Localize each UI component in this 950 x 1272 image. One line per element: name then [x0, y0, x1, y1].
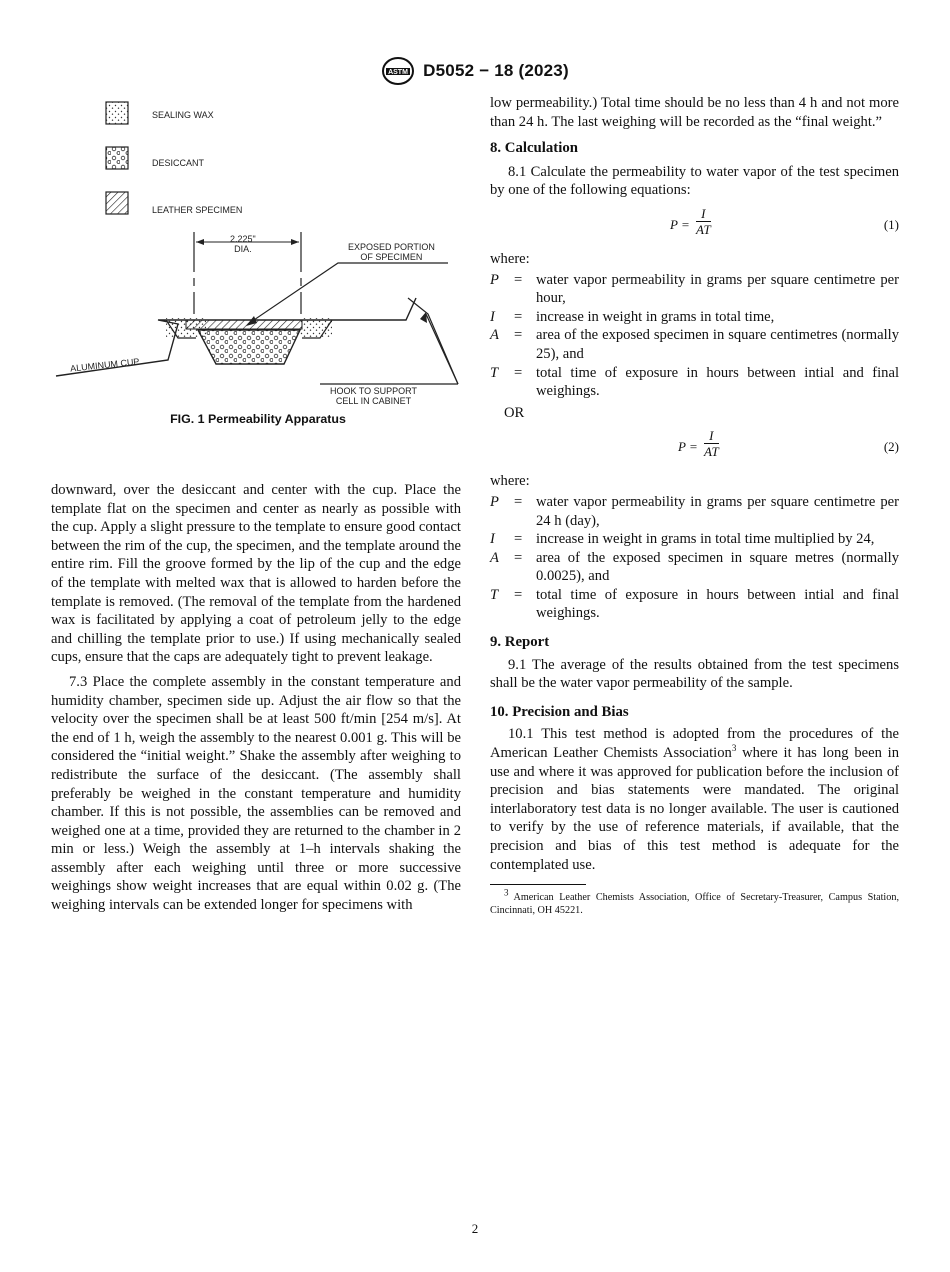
paragraph-9-1: 9.1 The average of the results obtained from the test specimens shall be the water vapor permeability of the sample. [490, 656, 899, 692]
definitions-2 [490, 493, 899, 623]
legend-desiccant: DESICCANT [152, 158, 205, 168]
standard-designation: D5052 − 18 (2023) [423, 61, 569, 80]
equation-2-number: (2) [883, 439, 899, 455]
footnote-divider [490, 884, 586, 885]
definitions-1 [490, 271, 899, 401]
legend-leather-specimen: LEATHER SPECIMEN [152, 205, 243, 215]
leather-specimen-swatch [106, 192, 128, 214]
page-header [0, 56, 950, 86]
definition-row: I = increase in weight in grams in total time multiplied by 24, [490, 531, 875, 548]
definition-row: T = total time of exposure in hours between intial and final weighings. [490, 364, 899, 400]
page-number: 2 [471, 1221, 479, 1236]
footnote-3: $^3$ American Leather Chemists Association, Office of Secretary-Treasurer, Campus Station, Cincinnati, OH 45221. [490, 887, 899, 917]
sealing-wax-swatch [106, 102, 128, 124]
desiccant-swatch [106, 147, 128, 169]
hook-label: HOOK TO SUPPORT CELL IN CABINET [330, 386, 418, 406]
astm-logo-icon [381, 56, 415, 86]
equation-2-lhs: P = [678, 439, 698, 455]
dimension-label: 2.225" DIA. [230, 234, 256, 254]
equation-1 [490, 206, 899, 240]
equation-1-lhs: P = [670, 216, 690, 232]
definition-row: A = area of the exposed specimen in square metres (normally 0.0025), and [490, 549, 899, 585]
where-label-1: where: [490, 250, 530, 267]
left-column [51, 481, 461, 915]
section-9-heading: 9. Report [490, 634, 550, 651]
section-10-heading: 10. Precision and Bias [490, 703, 629, 720]
definition-row: T = total time of exposure in hours between intial and final weighings. [490, 586, 899, 622]
paragraph-10-1: 10.1 This test method is adopted from the procedures of the American Leather Chemists Association$^3$ where it has long been in use and where it was approved for publication before the inclusion of precision and bias statements were mandated. The original interlaboratory test data is no longer available. The user is cautioned to verify by the use of reference materials, if available, that the precision and bias of this test method is adequate for the contemplated use. [490, 726, 899, 873]
exposed-portion-label: EXPOSED PORTION OF SPECIMEN [348, 242, 435, 262]
footnote-reference: 3 [731, 743, 737, 754]
figure-1 [48, 92, 468, 437]
paragraph-7-3-continued: low permeability.) Total time should be no less than 4 h and not more than 24 h. The last weighing will be recorded as the “final weight.” [490, 95, 899, 130]
definition-row: P = water vapor permeability in grams per square centimetre per hour, [490, 271, 899, 307]
or-label: OR [504, 404, 525, 421]
equation-2-fraction: $\frac{I}{AT}$ [704, 428, 719, 460]
figure-caption: FIG. 1 Permeability Apparatus [170, 412, 346, 426]
legend-sealing-wax: SEALING WAX [152, 110, 214, 120]
equation-1-number: (1) [883, 216, 899, 232]
equation-2 [490, 428, 899, 462]
logo-text: ASTM [388, 69, 409, 76]
where-label-2: where: [490, 473, 530, 490]
equation-1-fraction: $\frac{I}{AT}$ [696, 205, 711, 237]
paragraph-7-3: 7.3 Place the complete assembly in the constant temperature and humidity chamber, specimen side up. Adjust the air flow so that the velocity over the specimen shall be at least 500 ft/min [254 m/s]. At the end of 1 h, weigh the assembly to the nearest 0.001 g. This will be considered the “initial weight.” Shake the assembly after weighing to redistribute the surface of the desiccant. (The assembly shall preferably be weighed in the constant temperature and humidity chamber. If this is not possible, the assemblies can be removed and weighed one at a time, provided they are returned to the chamber in 2 min or less.) Weigh the assembly at 1–h intervals shaking the assembly after each weighing until three or more successive weighings show weight increases that are equal within 0.02 g. (The weighing intervals can be extended longer for specimens with [51, 673, 461, 914]
definition-row: I = increase in weight in grams in total time, [490, 308, 775, 325]
definition-row: A = area of the exposed specimen in square centimetres (normally 25), and [490, 327, 899, 362]
section-8-heading: 8. Calculation [490, 140, 578, 157]
paragraph-7-2-continued: downward, over the desiccant and center with the cup. Place the template flat on the specimen and center as nearly as possible with the cup. Apply a slight pressure to the template to ensure good contact between the rim of the cup, the specimen, and the template around the entire rim. Fill the groove formed by the lip of the cup and the edge of the template with melted wax that is allowed to harden before the template is removed. (The removal of the template from the hardened wax is facilitated by applying a coat of petroleum jelly to the edge and chilling the template prior to use.) If using mechanically sealed cups, ensure that the caps are adequately tight to prevent leakage. [51, 482, 461, 666]
paragraph-8-1: 8.1 Calculate the permeability to water vapor of the test specimen by one of the following equations: [490, 163, 899, 199]
aluminum-cup-label: ALUMINUM CUP [69, 356, 140, 374]
definition-row: P = water vapor permeability in grams per square centimetre per 24 h (day), [490, 493, 899, 529]
right-column [490, 94, 899, 917]
